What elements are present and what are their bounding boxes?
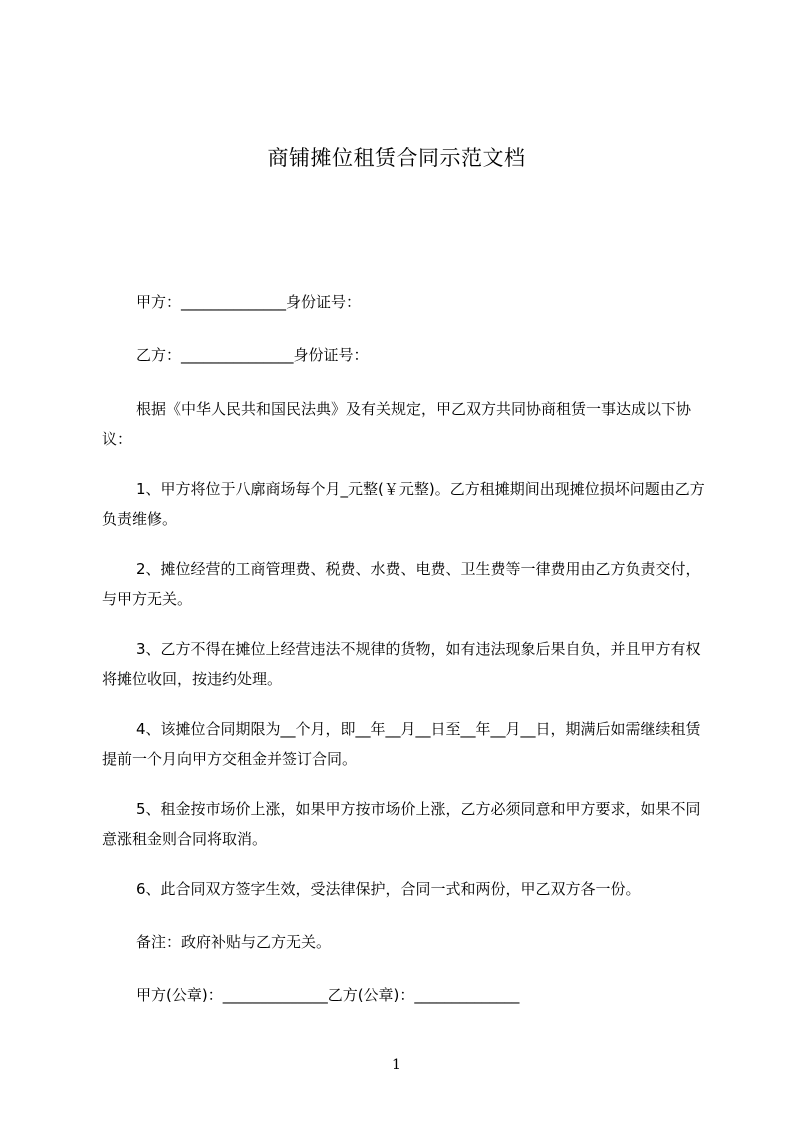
clause-5: 5、租金按市场价上涨，如果甲方按市场价上涨，乙方必须同意和甲方要求，如果不同意涨租金则合同将取消。 bbox=[102, 800, 701, 848]
clause-1: 1、甲方将位于八廓商场每个月_元整(￥元整)。乙方租摊期间出现摊位损坏问题由乙方负责维修。 bbox=[102, 480, 705, 528]
clause-3: 3、乙方不得在摊位上经营违法不规律的货物，如有违法现象后果自负，并且甲方有权将摊位收回，按违约处理。 bbox=[102, 640, 701, 688]
page-number: 1 bbox=[392, 1057, 401, 1073]
clause-2: 2、摊位经营的工商管理费、税费、水费、电费、卫生费等一律费用由乙方负责交付，与甲方无关。 bbox=[102, 560, 701, 608]
clause-4: 4、该摊位合同期限为__个月，即__年__月__日至__年__月__日，期满后如需继续租赁提前一个月向甲方交租金并签订合同。 bbox=[102, 720, 701, 768]
party-a-line: 甲方：______________身份证号： bbox=[136, 293, 362, 311]
party-b-line: 乙方：_______________身份证号： bbox=[136, 346, 369, 364]
signature-line: 甲方(公章)：______________乙方(公章)：______________ bbox=[136, 986, 520, 1004]
document-title: 商铺摊位租赁合同示范文档 bbox=[267, 146, 526, 170]
intro-paragraph: 根据《中华人民共和国民法典》及有关规定，甲乙双方共同协商租赁一事达成以下协议： bbox=[102, 400, 692, 448]
clause-6: 6、此合同双方签字生效，受法律保护，合同一式和两份，甲乙双方各一份。 bbox=[136, 880, 641, 898]
remark-line: 备注：政府补贴与乙方无关。 bbox=[136, 933, 332, 951]
